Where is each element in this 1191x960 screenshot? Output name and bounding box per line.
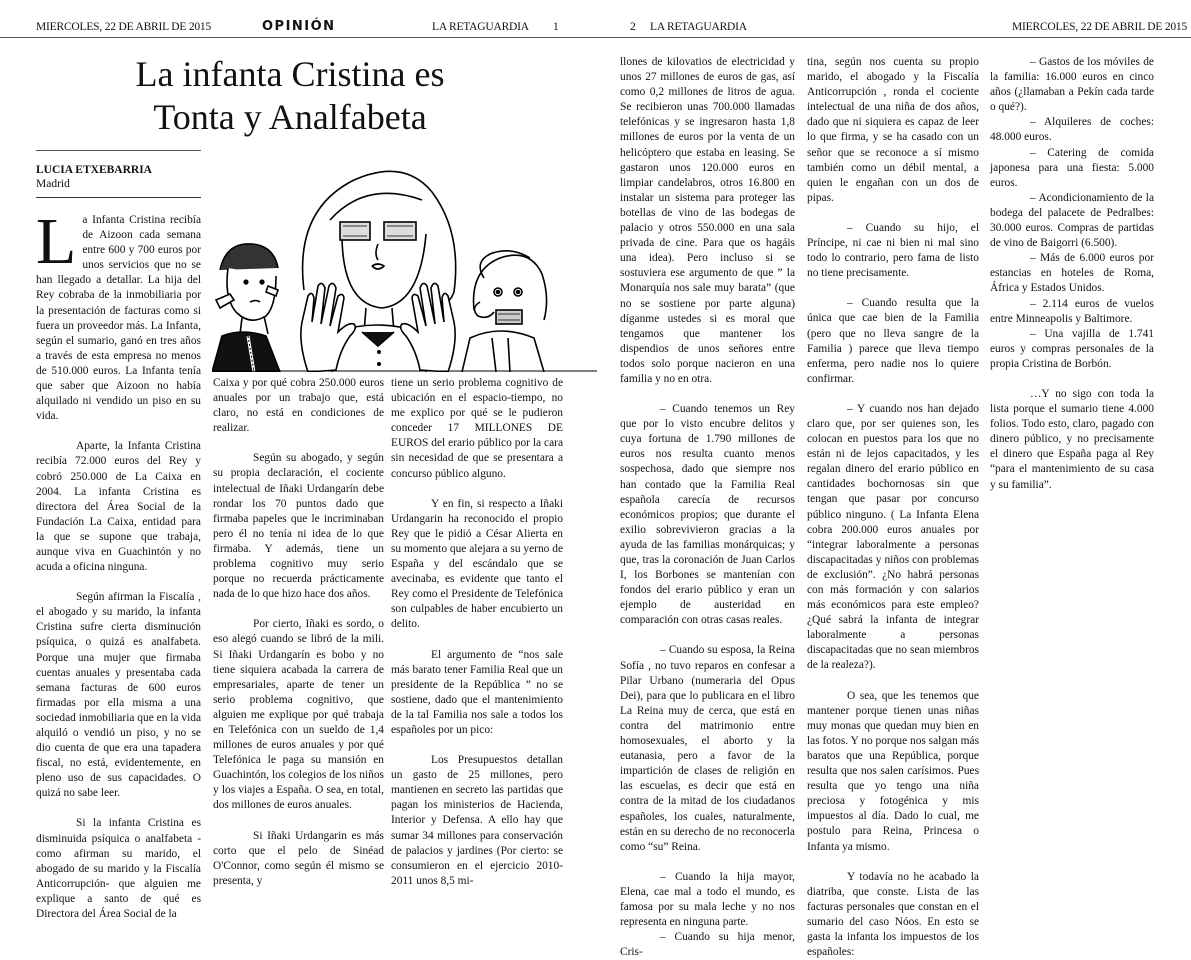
paragraph: Según su abogado, y según su propia declaración, el cociente intelectual de Iñaki Urdangarín debe rondar los 70 puntos dado que firmaba papeles que le incriminaban pero él no tenía ni idea de lo que firmaba. Y además, tiene un problema cognitivo muy serio porque no recuerda prácticamente nada de lo que hizo hace dos años.: [213, 452, 384, 601]
header-publication: LA RETAGUARDIA: [650, 21, 747, 33]
section-title: OPINIÓN: [262, 19, 336, 34]
paragraph: Caixa y por qué cobra 250.000 euros anuales por un trabajo que, está claro, no está en condiciones de realizar.: [213, 377, 384, 435]
header-rule: [0, 37, 600, 38]
paragraph: Y en fin, si respecto a Iñaki Urdangarin ha reconocido el propio Rey que le pidió a César Alierta en su momento que alejara a su yerno de España y del escándalo que se avecinaba, es evidente que tanto el Rey como el Presidente de Telefónica son culpables de haber encubierto un delito.: [391, 497, 564, 631]
closing-paragraph: …Y no sigo con toda la lista porque el sumario tiene 4.000 folios. Todo esto, claro, pagado con dinero público, y no precisamente el dinero que España paga al Rey “para el mantenimiento de su casa y su familia”.: [990, 387, 1154, 491]
paragraph: Y todavía no he acabado la diatriba, que conste. Lista de las facturas personales que constan en el sumario del caso Nóos. En esto se gasta la infanta los impuestos de los españoles:: [807, 870, 979, 959]
author-location: Madrid: [36, 178, 70, 190]
paragraph: El argumento de “nos sale más barato tener Familia Real que un presidente de la República ” no se sostiene, dado que el mantenimiento de la tal Familia nos sale a todos los españoles por un pico:: [391, 648, 563, 736]
byline-rule-bottom: [36, 197, 201, 198]
article-column-4: [620, 55, 795, 960]
paragraph: – Cuando la hija mayor, Elena, cae mal a todo el mundo, es famosa por su mala leche y no nos representa en ninguna parte.: [620, 870, 795, 929]
headline-line-2: Tonta y Analfabeta: [153, 97, 427, 137]
list-item: – Gastos de los móviles de la familia: 16.000 euros en cinco años (¿llamaban a Pekín cada tarde o qué?).: [990, 56, 1154, 114]
header-rule: [600, 37, 1191, 38]
paragraph: – Cuando tenemos un Rey que por lo visto encubre delitos y cuya fortuna de 1.790 millones de euros nos resulta cuanto menos sospechosa, dado que siempre nos han contado que la Familia Real española carecía de recursos económicos propios; que durante el exilio sobrevivieron gracias a la ayuda de las familias monárquicas; y que, tras la coronación de Juan Carlos I, los Borbones se mantenían con fondos del erario público y eran un ejemplo de austeridad en comparación con otras casas reales.: [620, 403, 795, 627]
paragraph: Los Presupuestos detallan un gasto de 25 millones, pero mantienen en secreto las partidas que pagan los ministerios de Hacienda, Interior y Defensa. A ello hay que sumar 34 millones para conservación de palacios y jardines (Por cierto: se consumieron en el ejercicio 2010-2011 unos 8,5 mi-: [391, 754, 563, 887]
article-column-5: [807, 55, 979, 960]
list-item: – Catering de comida japonesa para una fiesta: 5.000 euros.: [990, 146, 1154, 189]
byline-rule-top: [36, 150, 201, 151]
paragraph: Si Iñaki Urdangarin es más corto que el pelo de Sinéad O'Connor, como según él mismo se presenta, y: [213, 829, 384, 887]
list-item: – Acondicionamiento de la bodega del palacete de Pedralbes: 30.000 euros. Compras de partidas de vino de Baigorri (6.500).: [990, 191, 1154, 250]
page-number: 2: [630, 21, 636, 33]
article-column-1: [36, 205, 201, 922]
paragraph: Según afirman la Fiscalía , el abogado y su marido, la infanta Cristina sufre cierta disminución psíquica, o quizá es analfabeta. Porque una mujer que firmaba cuentas anuales y presentaba cada semana facturas de 600 euros firmadas por ella misma a una sociedad inmobiliaria que en la vida alquiló o vendió un piso, y no se dio cuenta de que era una tapadera fiscal, no está, evidentemente, en pleno uso de sus capacidades. O quizá no sabe leer.: [36, 591, 201, 800]
paragraph: tina, según nos cuenta su propio marido, el abogado y la Fiscalía Anticorrupción , ronda el cociente intelectual de una niña de dos años, dado que ni siquiera es capaz de leer lo que firma, y se ha casado con un señor que se reconoce a sí mismo también como un débil mental, a quien le engañan con un dos de pipas.: [807, 56, 979, 204]
paragraph: Si la infanta Cristina es disminuida psíquica o analfabeta -como afirman su marido, el abogado de su marido y la Fiscalía Anticorrupción- que alguien me explique a santo de qué es Directora del Área Social de la: [36, 817, 201, 921]
paragraph: Aparte, la Infanta Cristina recibía 72.000 euros del Rey y cobró 250.000 de La Caixa en 2004. La infanta Cristina es directora del Área Social de la Fundación La Caixa, entidad para la que se supone que trabaja, aunque viva en Guachintón y no acuda a oficina ninguna.: [36, 440, 201, 574]
headline-line-1: La infanta Cristina es: [135, 54, 445, 94]
paragraph: – Y cuando nos han dejado claro que, por ser quienes son, les colocan en puestos para los que no están ni de lejos capacitados, y les regalan dinero del erario público en cantidades bochornosas sin que tengan que pasar por concurso público ninguno. ( La Infanta Elena cobra 200.000 euros anuales por “integrar laboralmente a personas discapacitadas y niños con problemas de exclusión”. ¿No habrá personas con más formación y con salarios más económicos para este empleo? ¿Qué sabrá la infanta de integrar laboralmente a personas discapacitadas que no sean miembros de la realeza?).: [807, 402, 979, 672]
paragraph: Por cierto, Iñaki es sordo, o eso alegó cuando se libró de la mili. Si Iñaki Urdangarín es bobo y no tiene siquiera acabada la carrera de empresariales, aparte de tener un serio problema cognitivo, que alguien me explique por qué trabaja en Telefónica con un sueldo de 1,4 millones de euros anuales y por qué Telefónica le paga su mansión en Guachintón, los colegios de los niños y los viajes a España. O sea, en total, dos millones de euros anuales.: [213, 618, 384, 812]
header-date: MIERCOLES, 22 DE ABRIL DE 2015: [1012, 21, 1188, 33]
paragraph: – Cuando su hija menor, Cris-: [620, 931, 795, 959]
paragraph: – Cuando resulta que la única que cae bien de la Familia (pero que no lleva sangre de la Familia ) parece que lleva tiempo enferma, pero nadie nos lo quiere confirmar.: [807, 297, 979, 385]
paragraph: O sea, que les tenemos que mantener porque tienen unas niñas muy monas que quedan muy bien en las fotos. Y no porque nos salgan más baratos que una República, porque resulta que nos salen carísimos. Pues resulta que yo tengo una niña preciosa y fotogénica y mis impuestos al día. Dado lo cual, me postulo para Reina, Princesa o Infanta ya mismo.: [807, 689, 979, 853]
paragraph: llones de kilovatios de electricidad y unos 27 millones de euros de gas, así como 0,2 millones de litros de agua. Se recibieron unas 700.000 llamadas telefónicas y se ingresaron hasta 1,8 millones de euros por la venta de un helicóptero que estaba en leasing. Se gastaron unos 120.000 euros en limpiar candelabros, otros 16.800 en instalar un sistema para proteger las botellas de vino de las bodegas de palacio y otros 550.000 en una sala privada de cine. Para que os hagáis una idea). Pero incluso si se sostuviera ese argumento de que ” la Monarquía nos sale muy barata” (que no se sostiene por parte alguna) díganme ustedes si es moral que tengamos que mantener los dispendios de unos señores entre todos solo porque nacieron en una familia y no en otra.: [620, 56, 795, 385]
article-column-2: [213, 376, 384, 889]
byline: [36, 163, 152, 191]
list-item: – Más de 6.000 euros por estancias en hoteles de Roma, África y Estados Unidos.: [990, 252, 1154, 295]
paragraph: – Cuando su hijo, el Príncipe, ni cae ni bien ni mal sino todo lo contrario, pero fama de listo no tiene precisamente.: [807, 221, 979, 280]
article-column-6: [990, 55, 1154, 493]
article-column-3: [391, 376, 563, 889]
header-date: MIERCOLES, 22 DE ABRIL DE 2015: [36, 21, 212, 33]
drop-cap: L: [36, 205, 77, 278]
page-number: 1: [553, 21, 559, 33]
paragraph-text: a Infanta Cristina recibía de Aizoon cada semana entre 600 y 700 euros por unos servicios que no se han llegado a detallar. La hija del Rey cobraba de la inmobiliaria por la presentación de facturas como si fuera un proveedor más. La Infanta, según el sumario, ganó en tres años a través de esta empresa no menos de 510.000 euros. La Infanta tenía que saber que Aizoon no había alquilado ni vendido un piso en su vida.: [36, 214, 201, 423]
headline: [80, 53, 500, 139]
page-right: [600, 0, 1191, 959]
paragraph: [36, 205, 201, 424]
page-left: [0, 0, 600, 921]
paragraph: tiene un serio problema cognitivo de ubicación en el espacio-tiempo, no me explico por qué se le pudieron conceder 17 MILLONES DE EUROS del erario público por la cara sin necesidad de que se presentara a concurso público alguno.: [391, 377, 563, 480]
paragraph: – Cuando su esposa, la Reina Sofía , no tuvo reparos en confesar a Pilar Urbano (numeraria del Opus Dei), para que lo publicara en el libro La Reina muy de cerca, que está en contra del matrimonio entre homosexuales, el aborto y la eutanasia, pero a favor de la impartición de clases de religión en las escuelas, es decir que está en contra de la mitad de los ciudadanos españoles, los cuales, naturalmente, están en su derecho de no reconocerla como “su” Reina.: [620, 644, 795, 853]
header-publication: LA RETAGUARDIA: [432, 21, 529, 33]
list-item: – Alquileres de coches: 48.000 euros.: [990, 116, 1154, 144]
author-name: LUCIA ETXEBARRIA: [36, 164, 152, 176]
list-item: – Una vajilla de 1.741 euros y compras personales de la propia Cristina de Borbón.: [990, 327, 1154, 370]
caricature-illustration: [212, 160, 597, 372]
list-item: – 2.114 euros de vuelos entre Minneapolis y Baltimore.: [990, 297, 1154, 325]
